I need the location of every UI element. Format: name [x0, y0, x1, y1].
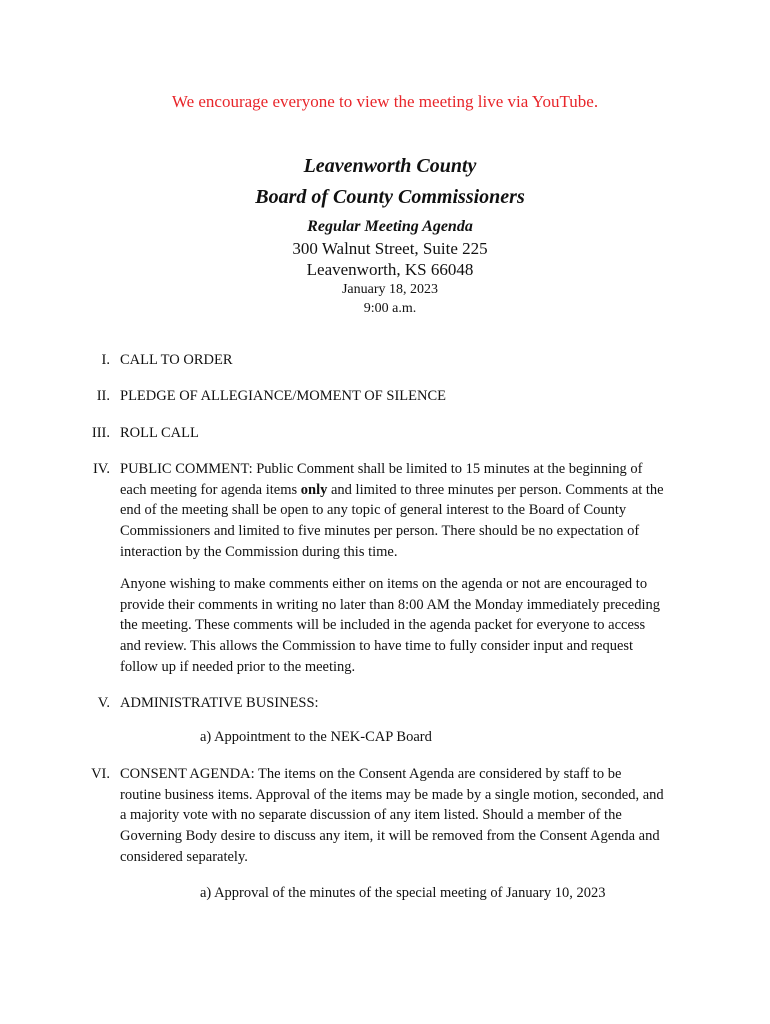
- youtube-notice: We encourage everyone to view the meeting live via YouTube.: [171, 92, 599, 111]
- emphasis-only: only: [300, 481, 328, 498]
- street-address: 300 Walnut Street, Suite 225: [292, 239, 488, 258]
- agenda-type: Regular Meeting Agenda: [307, 218, 473, 235]
- item-text: PLEDGE OF ALLEGIANCE/MOMENT OF SILENCE: [120, 388, 446, 404]
- item-text: CALL TO ORDER: [120, 352, 233, 368]
- sub-item-nek-cap-appointment: a) Appointment to the NEK-CAP Board: [200, 729, 432, 745]
- item-text: ROLL CALL: [120, 425, 199, 441]
- meeting-date: January 18, 2023: [341, 282, 439, 297]
- sub-item-minutes-approval: a) Approval of the minutes of the special meeting of January 10, 2023: [200, 885, 606, 901]
- item-text: CONSENT AGENDA: The items on the Consent Agenda are considered by staff to be routine business items. Approval of the items may be made by a single motion, seconded, and a majority vote with no separate discussion of any item listed. Should a member of the Governing Body desire to discuss any item, it will be removed from the Consent Agenda and considered separately.: [120, 766, 664, 865]
- meeting-time: 9:00 a.m.: [363, 301, 417, 316]
- public-comment-paragraph-2: Anyone wishing to make comments either on items on the agenda or not are encouraged to provide their comments in writing no later than 8:00 AM the Monday immediately preceding the meeting. These comments will be included in the agenda packet for everyone to access and review. This allows the Commission to have time to fully consider input and request follow up if needed prior to the meeting.: [120, 576, 661, 675]
- item-text: PUBLIC COMMENT: Public Comment shall be limited to 15 minutes at the beginning of each meeting for agenda items only and limited to three minutes per person. Comments at the end of the meeting shall be open to any topic of general interest to the Board of County Commissioners and limited to five minutes per person. There should be no expectation of interaction by the Commission during this time.: [120, 461, 664, 560]
- item-number: II.: [96, 388, 110, 404]
- city-address: Leavenworth, KS 66048: [306, 260, 474, 279]
- item-text: ADMINISTRATIVE BUSINESS:: [120, 695, 319, 711]
- board-name: Board of County Commissioners: [255, 186, 525, 208]
- item-number: IV.: [92, 461, 110, 477]
- item-number: III.: [91, 425, 110, 441]
- item-number: I.: [101, 352, 110, 368]
- item-number: VI.: [91, 766, 110, 782]
- county-name: Leavenworth County: [303, 155, 477, 177]
- item-number: V.: [97, 695, 110, 711]
